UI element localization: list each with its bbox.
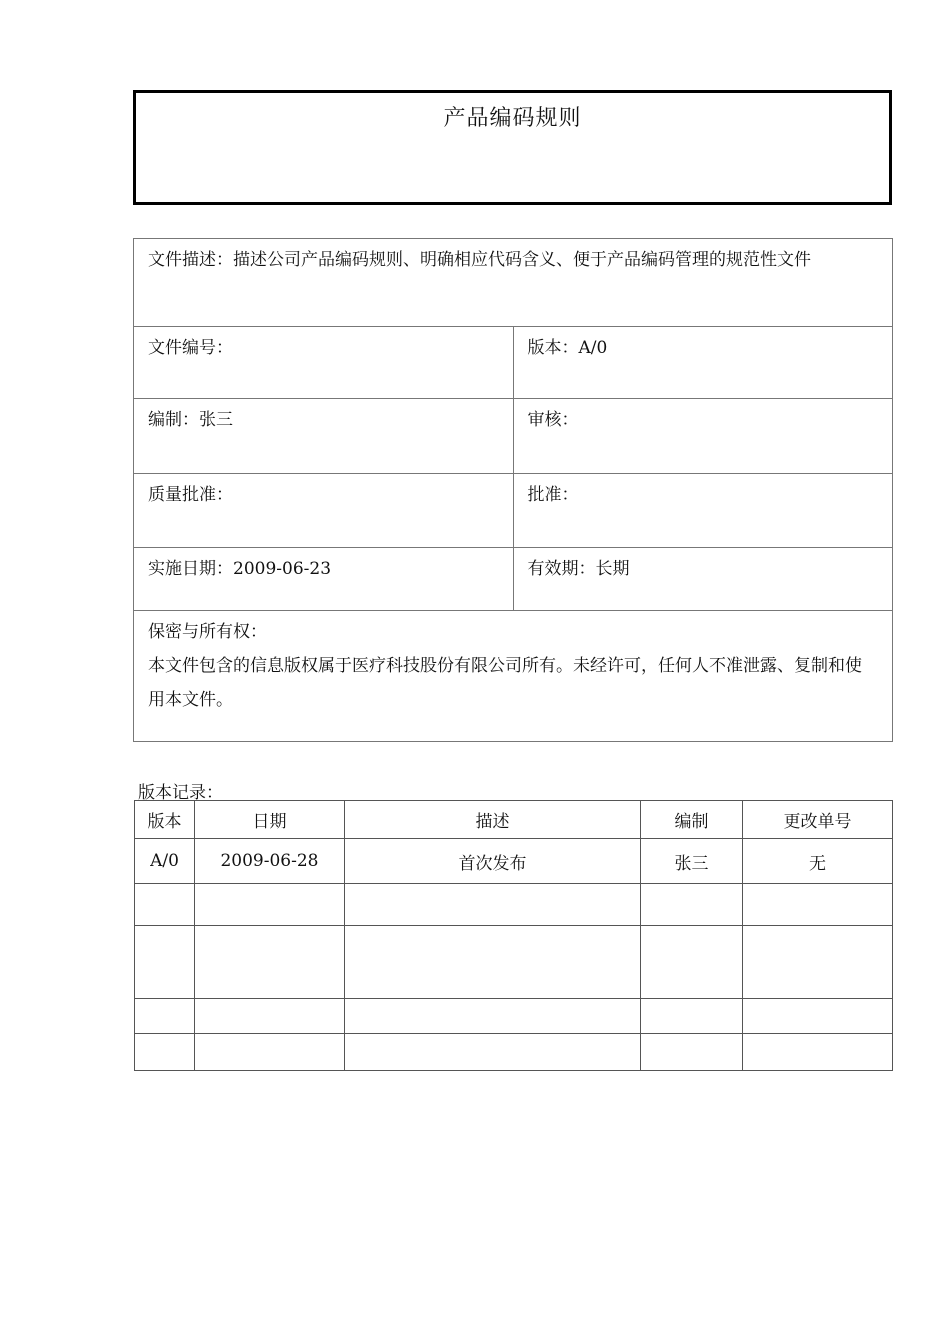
cell-change-number <box>743 926 893 999</box>
cell-version <box>135 999 195 1034</box>
header-description: 描述 <box>345 801 641 839</box>
table-row <box>135 839 893 884</box>
cell-description <box>345 926 641 999</box>
cell-date: 2009-06-28 <box>195 839 345 884</box>
cell-prepared: 张三 <box>641 839 743 884</box>
header-prepared: 编制 <box>641 801 743 839</box>
table-row <box>135 1034 893 1071</box>
approval-cell: 批准： <box>513 474 893 548</box>
header-date: 日期 <box>195 801 345 839</box>
cell-date <box>195 1034 345 1071</box>
cell-change-number <box>743 1034 893 1071</box>
table-header-row <box>135 801 893 839</box>
cell-change-number: 无 <box>743 839 893 884</box>
cell-description: 首次发布 <box>345 839 641 884</box>
effective-date-cell: 实施日期：2009-06-23 <box>134 548 514 611</box>
quality-approval-cell: 质量批准： <box>134 474 514 548</box>
doc-number-cell: 文件编号： <box>134 327 514 399</box>
cell-prepared <box>641 884 743 926</box>
table-row <box>135 926 893 999</box>
cell-description <box>345 884 641 926</box>
page-title: 产品编码规则 <box>443 106 582 131</box>
header-version: 版本 <box>135 801 195 839</box>
cell-date <box>195 999 345 1034</box>
cell-change-number <box>743 999 893 1034</box>
table-row <box>135 884 893 926</box>
validity-cell: 有效期：长期 <box>513 548 893 611</box>
confidentiality-text: 本文件包含的信息版权属于医疗科技股份有限公司所有。未经许可，任何人不准泄露、复制和使用本文件。 <box>148 656 862 710</box>
prepared-cell: 编制：张三 <box>134 399 514 474</box>
cell-description <box>345 999 641 1034</box>
cell-version: A/0 <box>135 839 195 884</box>
version-record-table <box>134 800 893 1071</box>
cell-prepared <box>641 926 743 999</box>
cell-description <box>345 1034 641 1071</box>
cell-date <box>195 926 345 999</box>
cell-date <box>195 884 345 926</box>
cell-version <box>135 926 195 999</box>
table-row <box>135 999 893 1034</box>
cell-change-number <box>743 884 893 926</box>
version-record-label: 版本记录： <box>138 783 223 803</box>
header-change-number: 更改单号 <box>743 801 893 839</box>
description-cell: 文件描述：描述公司产品编码规则、明确相应代码含义、便于产品编码管理的规范性文件 <box>134 239 893 327</box>
cell-prepared <box>641 1034 743 1071</box>
cell-prepared <box>641 999 743 1034</box>
confidentiality-title: 保密与所有权： <box>148 622 267 642</box>
version-cell: 版本：A/0 <box>513 327 893 399</box>
title-box <box>133 90 892 205</box>
reviewed-cell: 审核： <box>513 399 893 474</box>
cell-version <box>135 1034 195 1071</box>
document-info-table <box>133 238 893 742</box>
cell-version <box>135 884 195 926</box>
confidentiality-cell <box>134 611 893 742</box>
